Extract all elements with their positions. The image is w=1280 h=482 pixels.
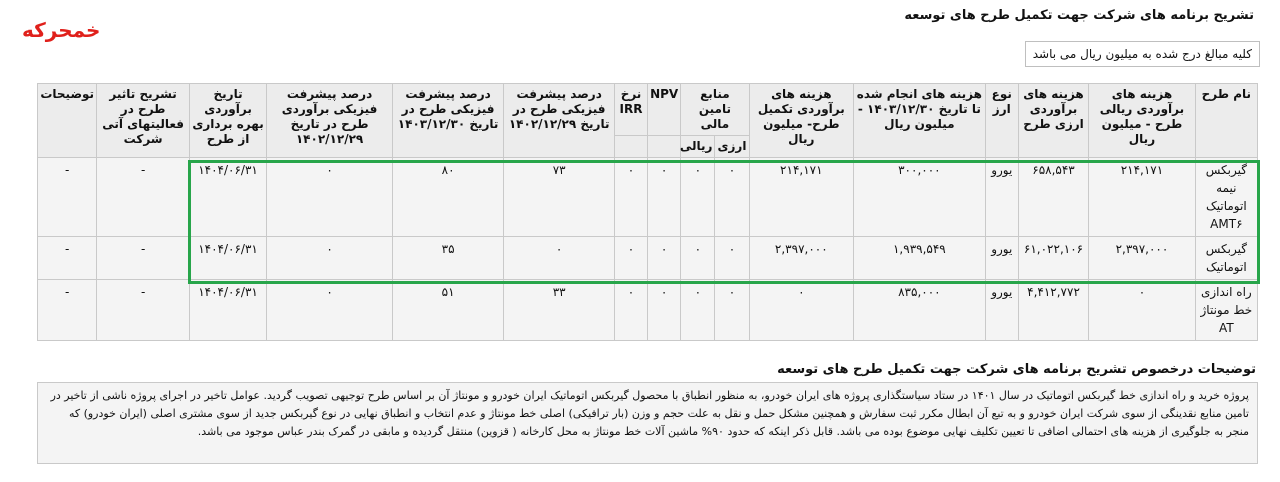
cell-irr: ۰ [614,237,647,280]
cell-currency-type: یورو [985,237,1018,280]
cell-notes: - [38,158,97,237]
header-financing-fx: ارزی [715,136,749,158]
cell-financing-rial: ۰ [681,158,715,237]
cell-notes: - [38,280,97,341]
cell-irr: ۰ [614,158,647,237]
brand-logo-text: خمحرکه [22,18,101,42]
table-row [38,158,1258,237]
cell-fx-estimate: ۶۵۸,۵۴۳ [1018,158,1088,237]
header-completion-cost: هزینه های برآوردی تکمیل طرح- میلیون ریال [749,84,854,158]
cell-completion-cost: ۲,۳۹۷,۰۰۰ [749,237,854,280]
cell-npv: ۰ [648,237,681,280]
cell-completion-cost: ۰ [749,280,854,341]
cell-rial-estimate: ۰ [1089,280,1196,341]
cell-name: راه اندازی خط مونتاژ AT [1195,280,1257,341]
description-text: پروژه خرید و راه اندازی خط گیربکس اتوماتیک در سال ۱۴۰۱ در ستاد سیاستگذاری پروژه های ایران خودرو، به منظور انطباق با محصول گیربکس اتوماتیک ایران خودرو و مونتاژ آن بر اساس طرح توجیهی تصویب گردید. عوامل تاخیر در اجرای پروژه ناشی از تاخیر در تامین منابع نقدینگی از سوی شرکت ایران خودرو و به تبع آن ابطال مکرر ثبت سفارش و همچنین مشکل حمل و نقل به علت حجم و وزن (بار ترافیکی) اصلی خط مونتاژ و عدم انتخاب و انطباق نهایی در نوع گیربکس جدید از سوی مشتری اصلی (ایران خودرو) که منجر به جلوگیری از هزینه های احتمالی اضافی تا تعیین تکلیف نهایی موضوع بوده می باشد. قابل ذکر اینکه که حدود ۹۰% ماشین آلات خط مونتاژ به محل کارخانه ( قزوین) منتقل گردیده و مابقی در گمرک بندر عباس موجود می باشد. [37,382,1258,464]
cell-financing-rial: ۰ [681,237,715,280]
cell-name: گیربکس نیمه اتوماتیک AMT۶ [1195,158,1257,237]
cell-fx-estimate: ۶۱,۰۲۲,۱۰۶ [1018,237,1088,280]
cell-rial-estimate: ۲,۳۹۷,۰۰۰ [1089,237,1196,280]
header-financing: منابع تامین مالی [681,84,749,136]
cell-operation-date: ۱۴۰۴/۰۶/۳۱ [189,158,266,237]
cell-operation-date: ۱۴۰۴/۰۶/۳۱ [189,280,266,341]
cell-financing-fx: ۰ [715,280,749,341]
cell-progress-forecast: ۰ [267,158,393,237]
cell-irr: ۰ [614,280,647,341]
cell-currency-type: یورو [985,158,1018,237]
cell-progress-planned: ۰ [504,237,615,280]
header-currency-type: نوع ارز [985,84,1018,158]
header-progress-planned: درصد پیشرفت فیزیکی طرح در تاریخ ۱۴۰۲/۱۲/۲۹ [504,84,615,158]
development-plans-table [37,83,1258,341]
cell-financing-fx: ۰ [715,158,749,237]
header-notes: توضیحات [38,84,97,158]
header-progress-actual: درصد پیشرفت فیزیکی طرح در تاریخ ۱۴۰۳/۱۲/۳۰ [392,84,504,158]
cell-rial-estimate: ۲۱۴,۱۷۱ [1089,158,1196,237]
header-progress-forecast: درصد پیشرفت فیزیکی برآوردی طرح در تاریخ ۱۴۰۲/۱۲/۲۹ [267,84,393,158]
cell-name: گیربکس اتوماتیک [1195,237,1257,280]
cell-spent-to-date: ۳۰۰,۰۰۰ [854,158,986,237]
header-operation-date: تاریخ برآوردی بهره برداری از طرح [189,84,266,158]
cell-progress-planned: ۷۳ [504,158,615,237]
cell-progress-actual: ۳۵ [392,237,504,280]
cell-spent-to-date: ۱,۹۳۹,۵۴۹ [854,237,986,280]
table-row [38,280,1258,341]
header-irr-sub [614,136,647,158]
cell-progress-planned: ۳۳ [504,280,615,341]
cell-impact: - [97,158,189,237]
description-title: توضیحات درخصوص تشریح برنامه های شرکت جهت تکمیل طرح های توسعه [777,362,1256,377]
cell-currency-type: یورو [985,280,1018,341]
header-spent-to-date: هزینه های انجام شده تا تاریخ ۱۴۰۳/۱۲/۳۰ - میلیون ریال [854,84,986,158]
cell-fx-estimate: ۴,۴۱۲,۷۷۲ [1018,280,1088,341]
cell-npv: ۰ [648,280,681,341]
cell-spent-to-date: ۸۳۵,۰۰۰ [854,280,986,341]
cell-progress-actual: ۵۱ [392,280,504,341]
cell-completion-cost: ۲۱۴,۱۷۱ [749,158,854,237]
header-irr: نرخ IRR [614,84,647,136]
cell-progress-forecast: ۰ [267,280,393,341]
cell-npv: ۰ [648,158,681,237]
header-rial-estimate: هزینه های برآوردی ریالی طرح - میلیون ریال [1089,84,1196,158]
cell-notes: - [38,237,97,280]
cell-progress-forecast: ۰ [267,237,393,280]
header-financing-rial: ریالی [681,136,715,158]
cell-operation-date: ۱۴۰۴/۰۶/۳۱ [189,237,266,280]
page-title: تشریح برنامه های شرکت جهت تکمیل طرح های توسعه [904,8,1254,23]
header-fx-estimate: هزینه های برآوردی ارزی طرح [1018,84,1088,158]
cell-progress-actual: ۸۰ [392,158,504,237]
header-impact: تشریح تاثیر طرح در فعالیتهای آتی شرکت [97,84,189,158]
cell-impact: - [97,237,189,280]
header-name: نام طرح [1195,84,1257,158]
cell-impact: - [97,280,189,341]
header-npv-sub [648,136,681,158]
table-row [38,237,1258,280]
cell-financing-fx: ۰ [715,237,749,280]
unit-note: کلیه مبالغ درج شده به میلیون ریال می باشد [1025,41,1260,67]
cell-financing-rial: ۰ [681,280,715,341]
header-npv: NPV [648,84,681,136]
